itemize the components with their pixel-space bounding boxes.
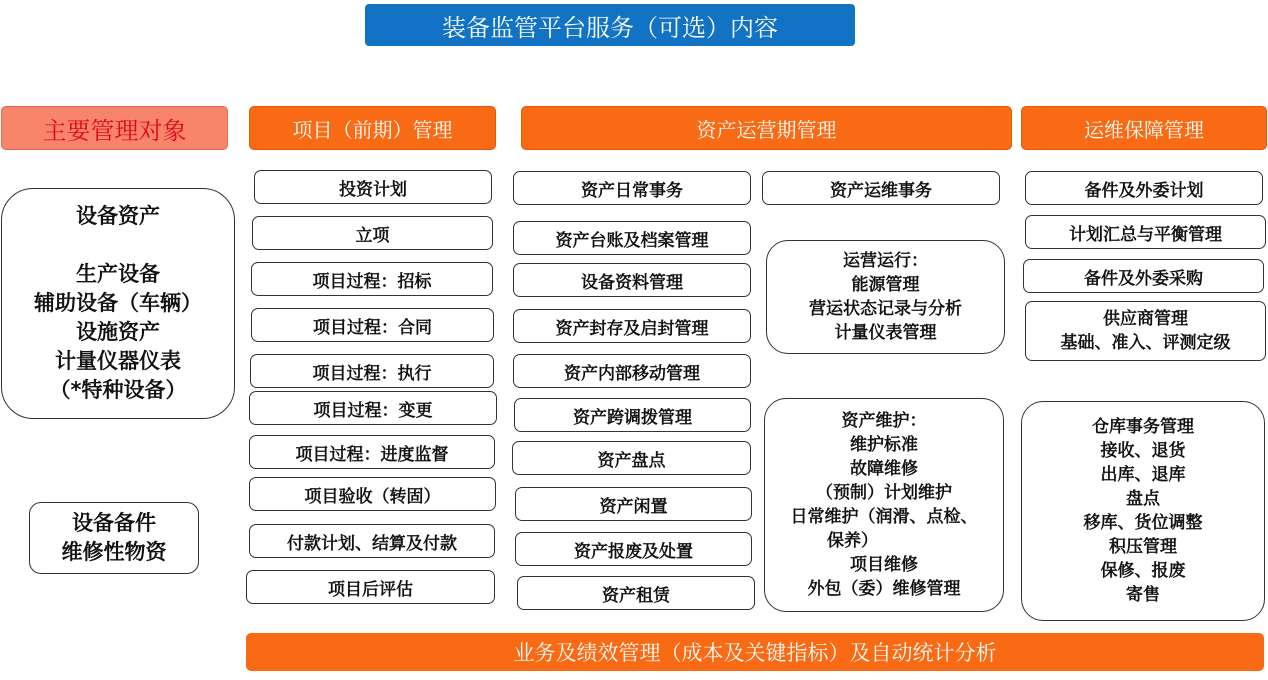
asset-maintenance-line: 保养）: [827, 531, 878, 551]
asset-maintenance-line: 外包（委）维修管理: [807, 579, 961, 599]
warehouse-line: 积压管理: [1109, 537, 1177, 557]
header-project-management: 项目（前期）管理: [249, 106, 496, 150]
asset-maintenance-line: （预制）计划维护: [816, 483, 952, 503]
project-item[interactable]: 投资计划: [254, 170, 492, 204]
project-item[interactable]: 项目过程：合同: [251, 308, 494, 342]
warehouse-line: 移库、货位调整: [1083, 513, 1203, 533]
asset-maintenance-box[interactable]: [764, 398, 1004, 612]
warehouse-line: 盘点: [1126, 489, 1160, 509]
header-main-objects: 主要管理对象: [1, 106, 228, 150]
special-equipment: （*特种设备）: [49, 378, 187, 402]
asset-maintenance-line: 维护标准: [850, 435, 918, 455]
project-item[interactable]: 项目过程：招标: [251, 262, 493, 296]
asset-ops-item[interactable]: 资产运维事务: [762, 171, 1000, 205]
asset-maintenance-title: 资产维护：: [841, 411, 927, 431]
project-item[interactable]: 项目过程：变更: [249, 391, 497, 425]
supplier-title: 供应商管理: [1103, 309, 1188, 329]
asset-maintenance-line: 故障维修: [850, 459, 918, 479]
operation-run-line: 营运状态记录与分析: [809, 299, 962, 319]
page-title: 装备监管平台服务（可选）内容: [365, 4, 855, 46]
supplier-detail: 基础、准入、评测定级: [1060, 333, 1231, 353]
header-maintenance: 运维保障管理: [1021, 106, 1267, 150]
header-asset-operation: 资产运营期管理: [521, 106, 1012, 150]
asset-maintenance-line: 项目维修: [850, 555, 918, 575]
project-item[interactable]: 项目验收（转固）: [249, 477, 496, 511]
asset-maintenance-line: 日常维护（润滑、点检、: [790, 507, 978, 527]
asset-item[interactable]: 资产日常事务: [513, 171, 751, 205]
project-item[interactable]: 付款计划、结算及付款: [249, 524, 495, 558]
warehouse-line: 寄售: [1126, 585, 1160, 605]
operation-run-box[interactable]: [766, 240, 1005, 354]
metering-instruments: 计量仪器仪表: [55, 349, 181, 373]
project-item[interactable]: 立项: [252, 216, 493, 250]
maint-item[interactable]: 备件及外委计划: [1025, 171, 1263, 205]
production-equipment: 生产设备: [76, 262, 160, 286]
project-item[interactable]: 项目过程：执行: [250, 354, 494, 388]
supplier-box[interactable]: [1025, 301, 1266, 361]
operation-run-line: 能源管理: [851, 275, 920, 295]
maintenance-materials-label: 维修性物资: [61, 540, 167, 564]
maint-item[interactable]: 备件及外委采购: [1023, 259, 1264, 293]
equipment-assets-box: [1, 188, 235, 419]
asset-item[interactable]: 资产内部移动管理: [513, 354, 751, 388]
asset-item[interactable]: 设备资料管理: [513, 263, 751, 297]
equipment-assets-title: 设备资产: [76, 204, 160, 228]
asset-item[interactable]: 资产跨调拨管理: [514, 398, 751, 432]
warehouse-line: 出库、退库: [1100, 465, 1186, 485]
project-item[interactable]: 项目过程：进度监督: [249, 435, 495, 469]
maint-item[interactable]: 计划汇总与平衡管理: [1025, 215, 1266, 249]
operation-run-title: 运营运行：: [843, 251, 928, 271]
asset-item[interactable]: 资产盘点: [512, 441, 751, 475]
spare-parts-box: [29, 502, 199, 574]
spare-parts-label: 设备备件: [72, 511, 156, 535]
asset-item[interactable]: 资产台账及档案管理: [513, 221, 751, 255]
operation-run-line: 计量仪表管理: [834, 323, 937, 343]
warehouse-line: 保修、报废: [1100, 561, 1186, 581]
asset-item[interactable]: 资产租赁: [517, 576, 755, 610]
facility-assets: 设施资产: [76, 320, 160, 344]
project-item[interactable]: 项目后评估: [246, 570, 495, 604]
asset-item[interactable]: 资产闲置: [515, 487, 752, 521]
asset-item[interactable]: 资产报废及处置: [515, 532, 752, 566]
auxiliary-equipment: 辅助设备（车辆）: [34, 291, 202, 315]
footer-banner: 业务及绩效管理（成本及关键指标）及自动统计分析: [246, 633, 1264, 671]
warehouse-box[interactable]: [1021, 401, 1265, 621]
warehouse-line: 接收、退货: [1100, 441, 1186, 461]
asset-item[interactable]: 资产封存及启封管理: [513, 309, 751, 343]
warehouse-title: 仓库事务管理: [1092, 417, 1194, 437]
